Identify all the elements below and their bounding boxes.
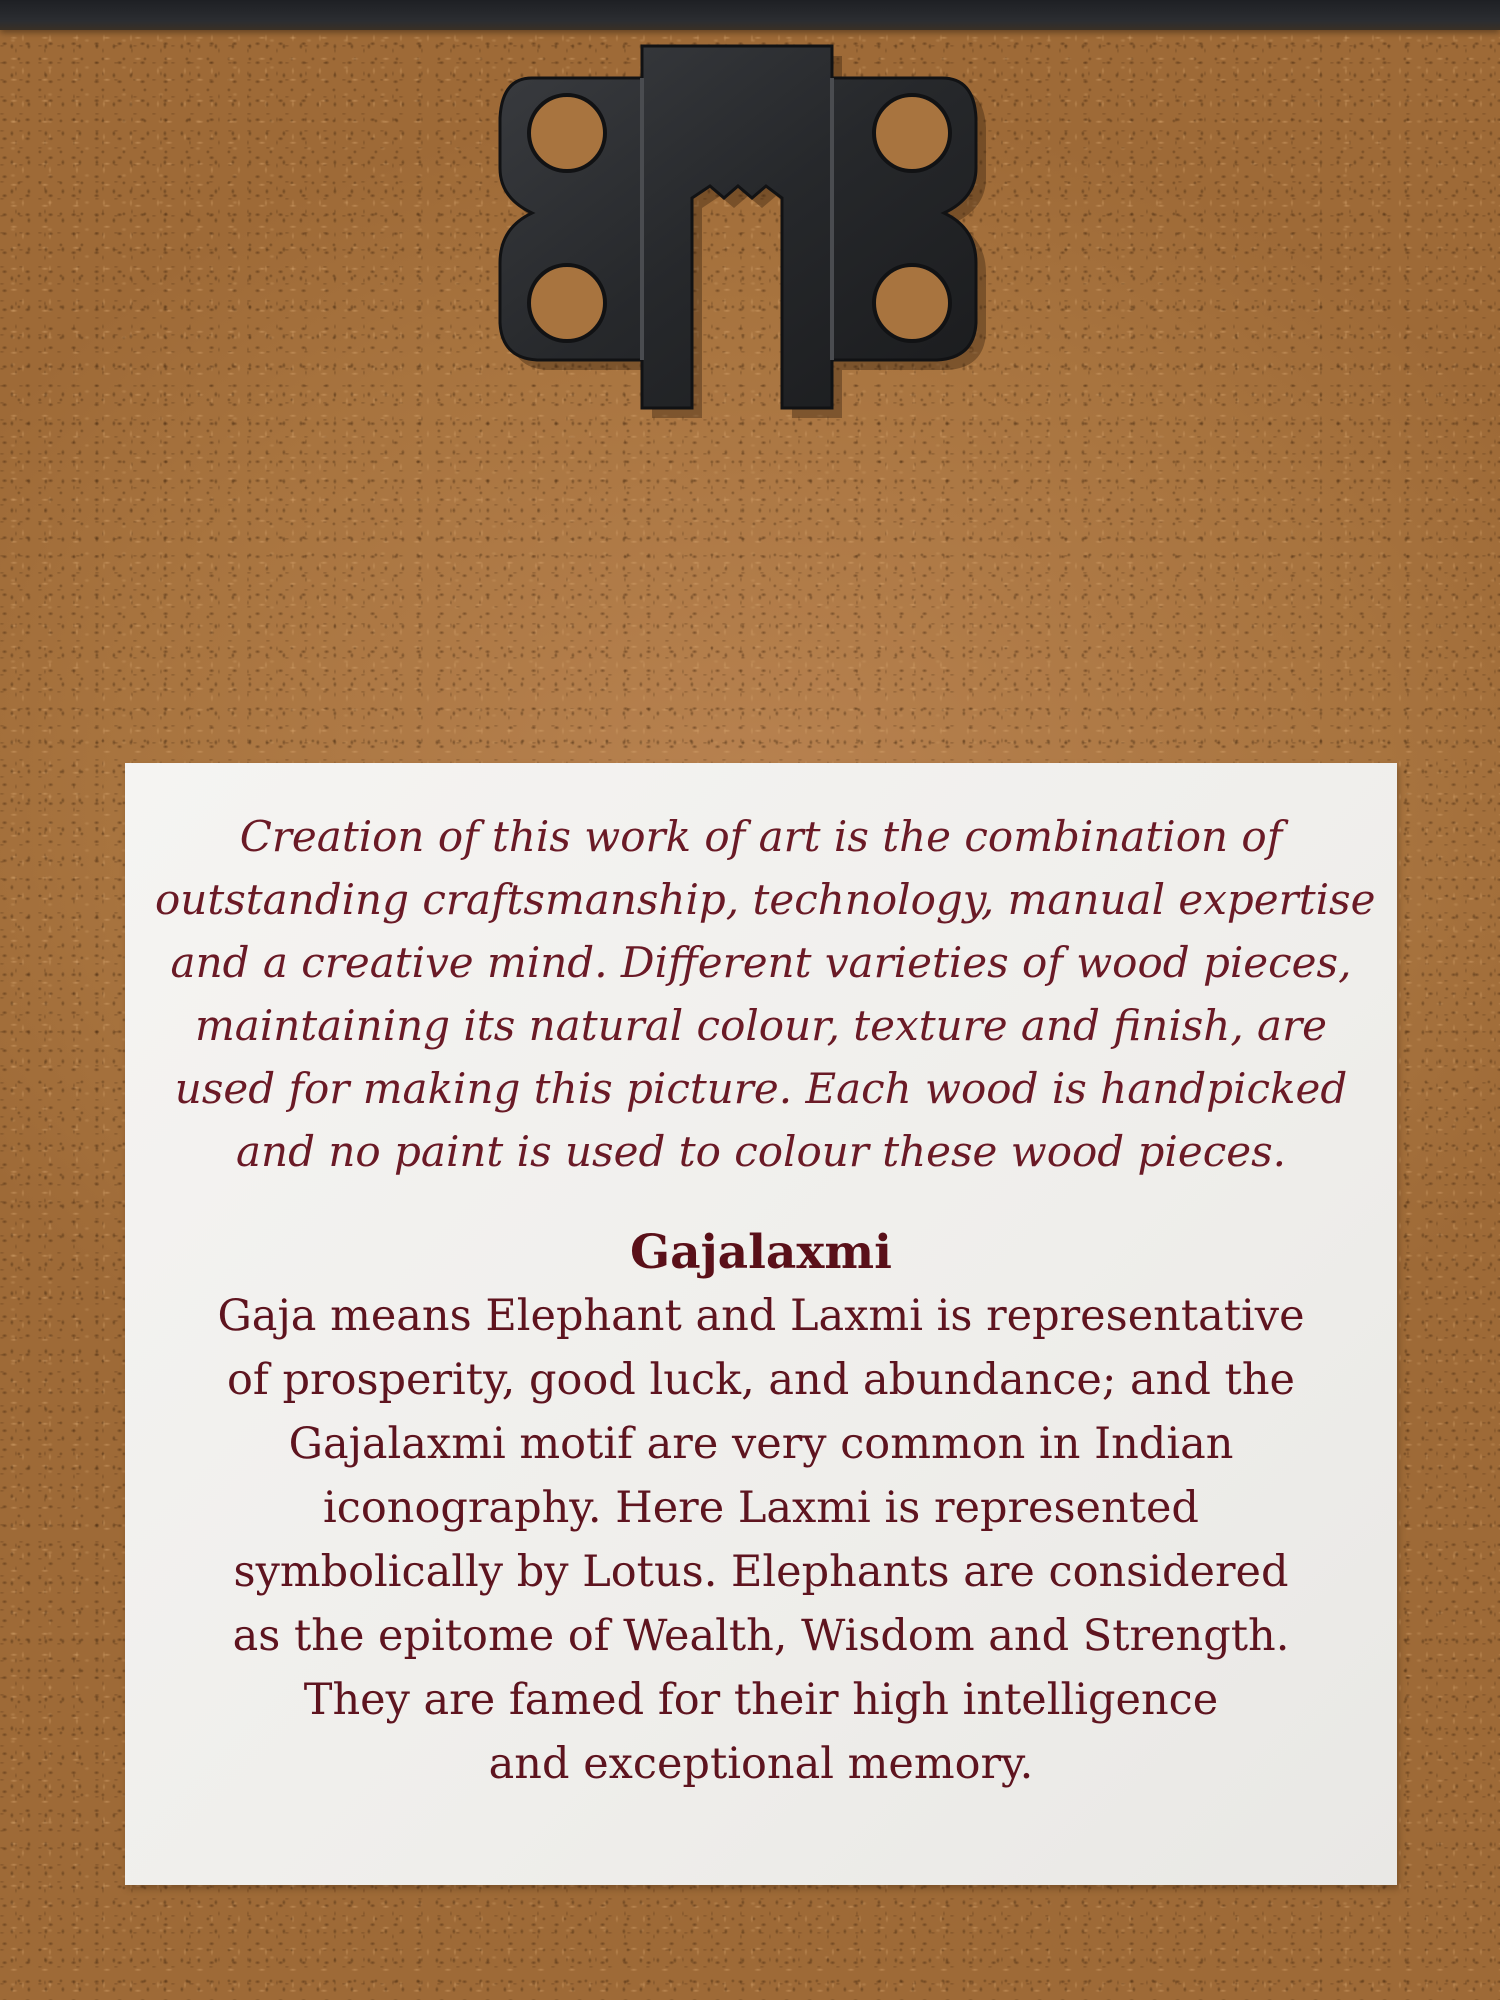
intro-line: Creation of this work of art is the combination of (239, 812, 1283, 861)
description-paragraph (155, 1284, 1367, 1796)
description-line: of prosperity, good luck, and abundance; and the (227, 1355, 1295, 1405)
description-line: Gajalaxmi motif are very common in Indian (288, 1419, 1234, 1469)
intro-line: and no paint is used to colour these wood pieces. (236, 1127, 1286, 1176)
description-line: symbolically by Lotus. Elephants are considered (233, 1547, 1289, 1597)
sawtooth-hanger-icon (492, 38, 1042, 418)
intro-line: and a creative mind. Different varieties of wood pieces, (170, 938, 1352, 987)
description-line: They are famed for their high intelligence (303, 1675, 1219, 1725)
description-line: iconography. Here Laxmi is represented (323, 1483, 1199, 1533)
description-line: as the epitome of Wealth, Wisdom and Strength. (232, 1611, 1290, 1661)
intro-line: maintaining its natural colour, texture and finish, are (194, 1001, 1328, 1050)
intro-line: outstanding craftsmanship, technology, manual expertise (155, 875, 1376, 924)
frame-edge (0, 0, 1500, 30)
description-line: Gaja means Elephant and Laxmi is representative (217, 1291, 1305, 1341)
intro-line: used for making this picture. Each wood is handpicked (174, 1064, 1348, 1113)
intro-paragraph (155, 805, 1376, 1183)
artwork-title: Gajalaxmi (630, 1225, 892, 1280)
description-line: and exceptional memory. (488, 1739, 1034, 1789)
artwork-label-card (125, 763, 1397, 1885)
